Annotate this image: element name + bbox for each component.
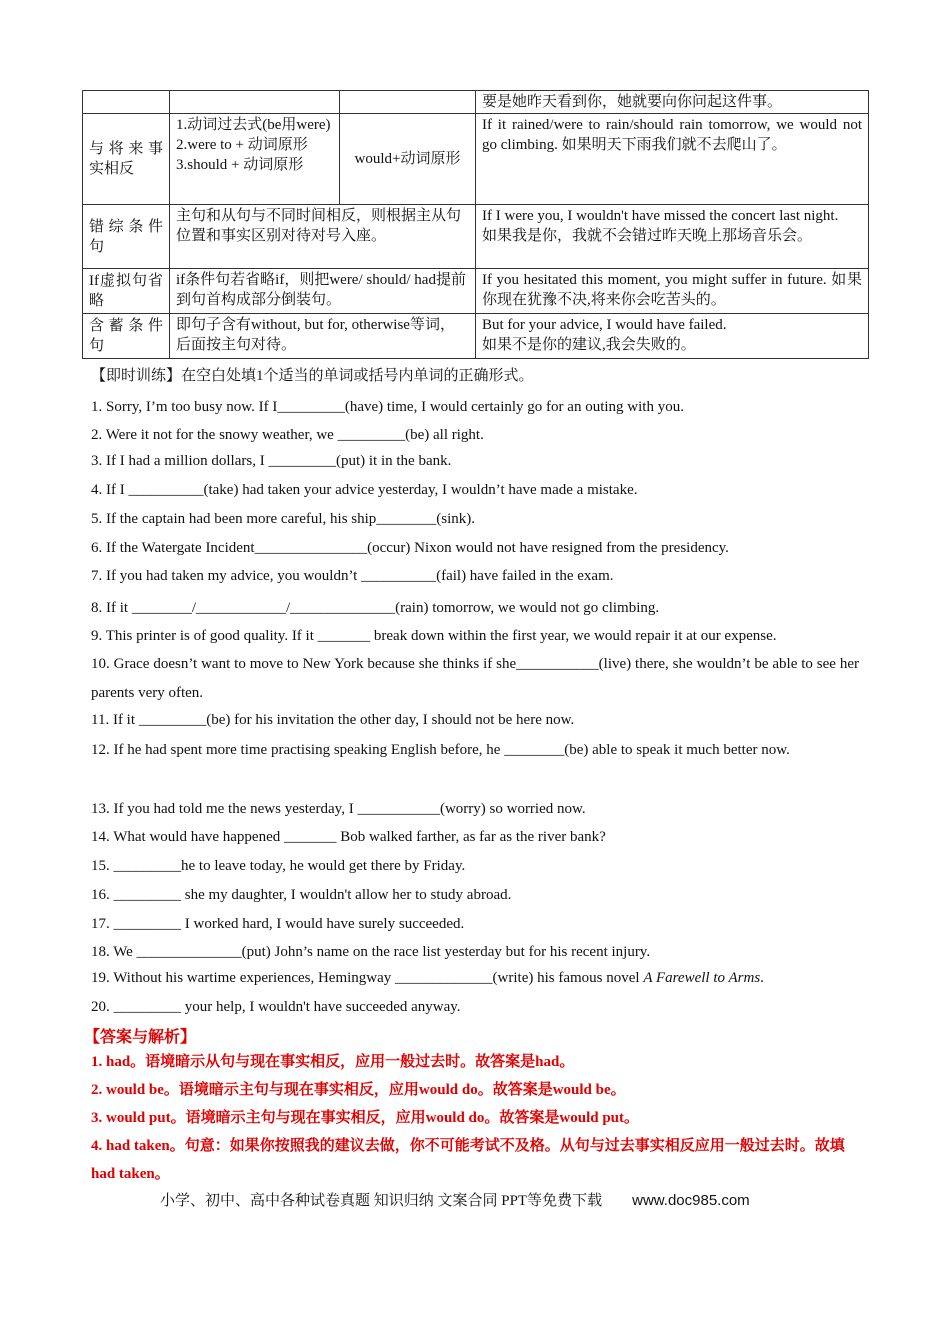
question-item: 10. Grace doesn’t want to move to New York because she thinks if she___________(live) there, she wouldn’t be able to see her parents very often.: [91, 656, 859, 701]
question-item: 7. If you had taken my advice, you wouldn’t __________(fail) have failed in the exam.: [91, 568, 614, 584]
example-zh: 如果不是你的建议,我会失败的。: [482, 337, 696, 353]
table-row: [83, 269, 869, 314]
table-cell-category: 与将来事实相反: [83, 114, 170, 205]
example-en: But for your advice, I would have failed.: [482, 317, 727, 333]
novel-title: A Farewell to Arms: [643, 970, 761, 986]
question-item: 18. We ______________(put) John’s name on the race list yesterday but for his recent injury.: [91, 944, 651, 960]
question-item: [91, 967, 859, 989]
table-row: [83, 114, 869, 205]
question-item: 14. What would have happened _______ Bob walked farther, as far as the river bank?: [91, 829, 606, 845]
subjunctive-grammar-table: [82, 90, 869, 359]
answer-item: 4. had taken。句意：如果你按照我的建议去做，你不可能考试不及格。从句与过去事实相反应用一般过去时。故填had taken。: [91, 1138, 845, 1182]
table-row: [83, 314, 869, 359]
answers-title: 【答案与解析】: [84, 1029, 197, 1046]
table-cell-example: If you hesitated this moment, you might suffer in future. 如果你现在犹豫不决,将来你会吃苦头的。: [476, 269, 869, 314]
exercise-instruction: 【即时训练】在空白处填1个适当的单词或括号内单词的正确形式。: [91, 368, 534, 384]
question-item: 5. If the captain had been more careful, his ship________(sink).: [91, 511, 476, 527]
table-cell: [170, 91, 340, 114]
question-item: 8. If it ________/____________/______________(rain) tomorrow, we would not go climbing.: [91, 600, 660, 616]
answer-item: 1. had。语境暗示从句与现在事实相反，应用一般过去时。故答案是had。: [91, 1054, 575, 1070]
footer-text: 小学、初中、高中各种试卷真题 知识归纳 文案合同 PPT等免费下载: [160, 1193, 603, 1209]
verb-form-3: 3.should + 动词原形: [176, 157, 304, 173]
table-row: [83, 205, 869, 269]
table-cell-rule: if条件句若省略if，则把were/ should/ had提前到句首构成部分倒装句。: [170, 269, 476, 314]
table-cell: 要是她昨天看到你，她就要向你问起这件事。: [476, 91, 869, 114]
answer-item: 2. would be。语境暗示主句与现在事实相反，应用would do。故答案是would be。: [91, 1082, 626, 1098]
table-cell-rule: 即句子含有without, but for, otherwise等词，后面按主句对待。: [170, 314, 476, 359]
question-item: 1. Sorry, I’m too busy now. If I_________(have) time, I would certainly go for an outing with you.: [91, 399, 684, 415]
table-cell-example: [476, 314, 869, 359]
question-item: 9. This printer is of good quality. If it _______ break down within the first year, we would repair it at our expense.: [91, 628, 777, 644]
table-cell-rule: 主句和从句与不同时间相反，则根据主从句位置和事实区别对待对号入座。: [170, 205, 476, 269]
question-item: 15. _________he to leave today, he would get there by Friday.: [91, 858, 466, 874]
table-cell: [83, 91, 170, 114]
verb-form-2: 2.were to + 动词原形: [176, 137, 308, 153]
footer-url[interactable]: www.doc985.com: [632, 1192, 750, 1209]
table-cell-verb-form: [170, 114, 340, 205]
table-cell-main-clause: would+动词原形: [340, 114, 476, 205]
question-item: 3. If I had a million dollars, I _________(put) it in the bank.: [91, 453, 452, 469]
verb-form-1: 1.动词过去式(be用were): [176, 117, 331, 133]
table-row: [83, 91, 869, 114]
example-en: If I were you, I wouldn't have missed the concert last night.: [482, 208, 839, 224]
question-item: 11. If it _________(be) for his invitation the other day, I should not be here now.: [91, 712, 575, 728]
table-cell-category: If虚拟句省略: [83, 269, 170, 314]
table-cell-example: [476, 205, 869, 269]
question-item: 13. If you had told me the news yesterday, I ___________(worry) so worried now.: [91, 801, 586, 817]
example-zh: 如果我是你，我就不会错过昨天晚上那场音乐会。: [482, 228, 813, 244]
answer-item: 3. would put。语境暗示主句与现在事实相反，应用would do。故答案是would put。: [91, 1110, 640, 1126]
table-cell: [340, 91, 476, 114]
table-cell-example: If it rained/were to rain/should rain tomorrow, we would not go climbing. 如果明天下雨我们就不去爬山了。: [476, 114, 869, 205]
question-text: 19. Without his wartime experiences, Hemingway _____________(write) his famous novel: [91, 970, 644, 986]
question-item: 6. If the Watergate Incident_______________(occur) Nixon would not have resigned from the presidency.: [91, 540, 729, 556]
page-footer: [160, 1189, 860, 1210]
question-item: 16. _________ she my daughter, I wouldn't allow her to study abroad.: [91, 887, 512, 903]
question-item: 20. _________ your help, I wouldn't have succeeded anyway.: [91, 999, 461, 1015]
question-item: 12. If he had spent more time practising speaking English before, he ________(be) able to speak it much better now.: [91, 742, 790, 758]
question-item: 17. _________ I worked hard, I would have surely succeeded.: [91, 916, 465, 932]
question-end: .: [760, 970, 764, 986]
question-item: 2. Were it not for the snowy weather, we _________(be) all right.: [91, 427, 484, 443]
table-cell-category: 错综条件句: [83, 205, 170, 269]
table-cell-category: 含蓄条件句: [83, 314, 170, 359]
question-item: 4. If I __________(take) had taken your advice yesterday, I wouldn’t have made a mistake.: [91, 482, 638, 498]
